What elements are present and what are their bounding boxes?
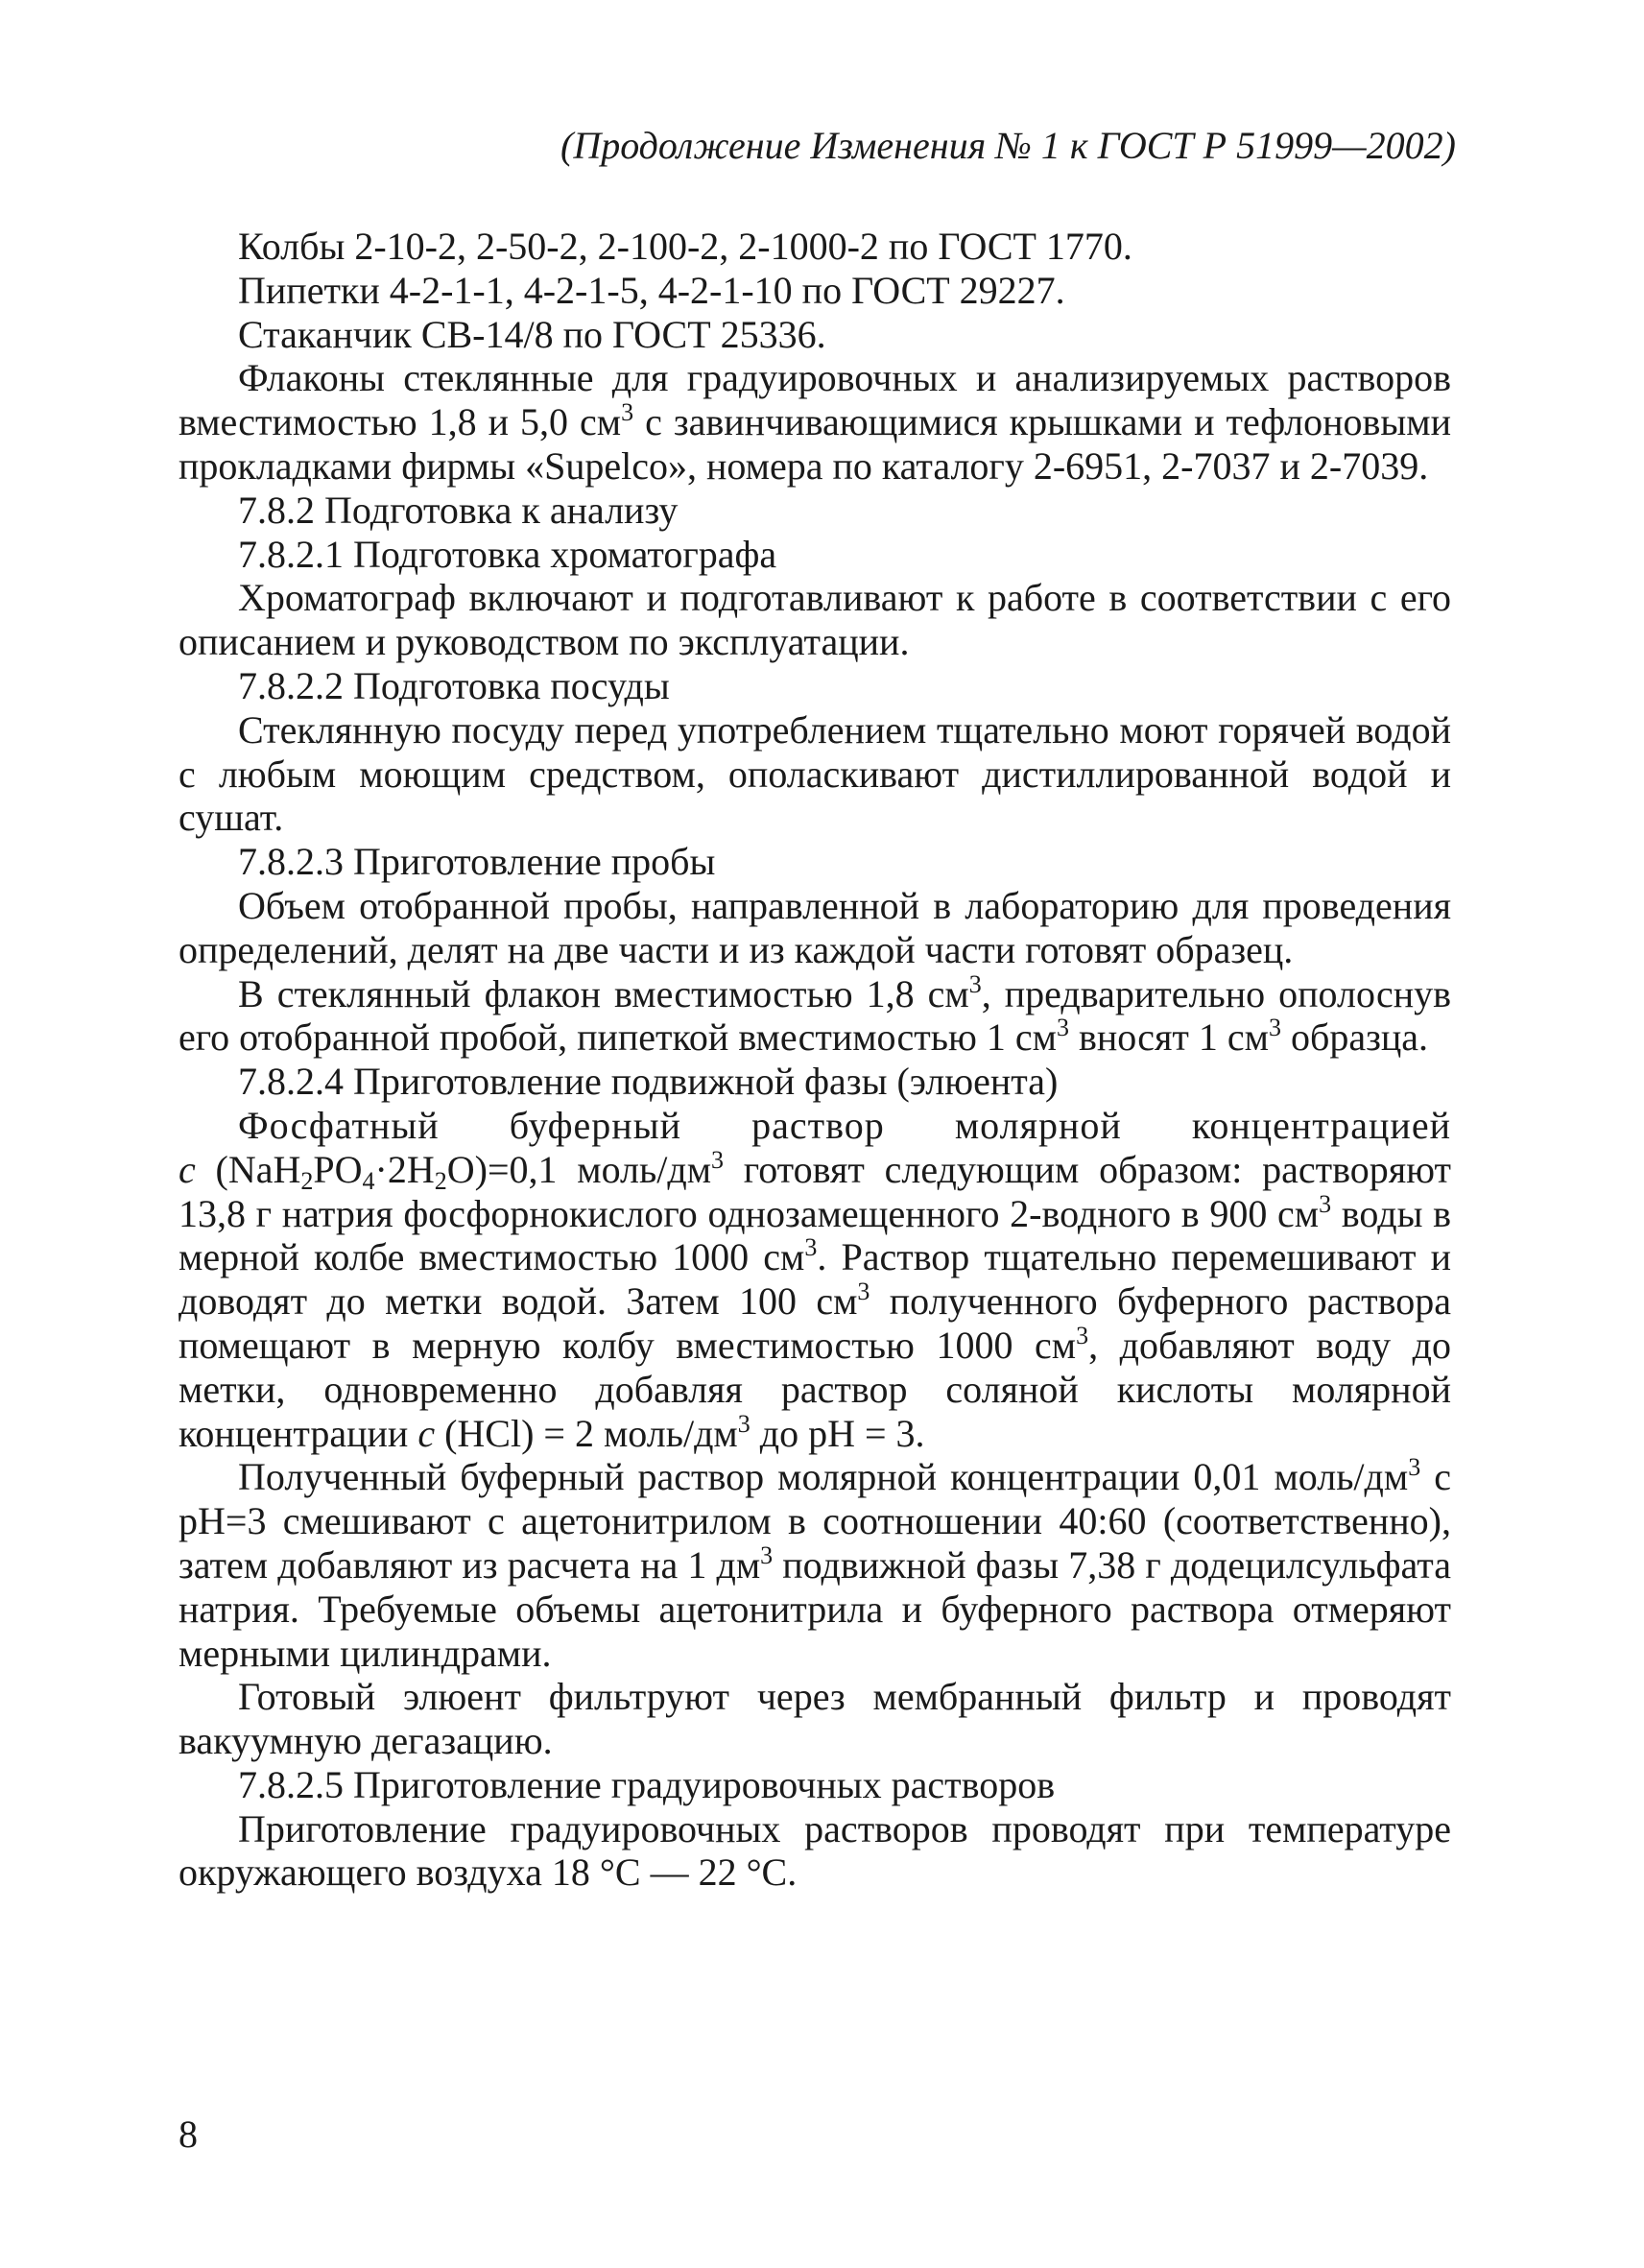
paragraph-phosphate-buffer: c $(NaH_2PO_4\cdot 2H_2O)=0,1$ моль/$дм^3$ готовят следующим образом: растворяют 13,8 г натрия фосфорнокислого однозамещенного 2-водного в 900 $см^3$ воды в мерной колбе вместимостью 1000 $см^3$. Раствор тщательно перемешивают и доводят до метки водой. Затем 100 $см^3$ полученного буферного раствора помещают в мерную колбу вместимостью 1000 $см^3$, добавляют воду до метки, одновременно добавляя раствор соляной кислоты молярной концентрации c (HCl) = 2 моль/$дм^3$ до pH = 3. — [179, 1145, 1452, 1455]
paragraph-sample-vial: В стеклянный флакон вместимостью 1,8 $см^3$, предварительно ополоснув его отобранной пробой, пипеткой вместимостью 1 $см^3$ вносят 1 $см^3$ образца. — [179, 969, 1452, 1060]
section-heading-7-8-2-2: 7.8.2.2 Подготовка посуды — [238, 663, 670, 707]
paragraph-chromatograph: Хроматограф включают и подготавливают к работе в соответствии с его описанием и руководством по эксплуатации. — [179, 576, 1451, 664]
section-heading-7-8-2-3: 7.8.2.3 Приготовление пробы — [238, 840, 716, 884]
paragraph-phosphate-buffer-intro: Фосфатный буферный раствор молярной концентрацией — [238, 1103, 1451, 1147]
paragraph-glassware: Стеклянную посуду перед употреблением тщательно моют горячей водой с любым моющим средством, ополаскивают дистиллированной водой и сушат. — [179, 707, 1451, 840]
paragraph-flasks: Колбы 2-10-2, 2-50-2, 2-100-2, 2-1000-2 по ГОСТ 1770. — [238, 225, 1132, 268]
section-heading-7-8-2-4: 7.8.2.4 Приготовление подвижной фазы (элюента) — [238, 1060, 1059, 1104]
paragraph-vials: Флаконы стеклянные для градуировочных и анализируемых растворов вместимостью 1,8 и 5,0 $см^3$ с завинчивающимися крышками и тефлоновыми прокладками фирмы «Supelco», номера по каталогу 2-6951, 2-7037 и 2-7039. — [179, 356, 1451, 488]
section-heading-7-8-2: 7.8.2 Подготовка к анализу — [238, 488, 679, 532]
paragraph-calibration-temperature: Приготовление градуировочных растворов проводят при температуре окружающего воздуха 18 °С — 22 °С. — [179, 1806, 1451, 1895]
paragraph-eluent-mix: Полученный буферный раствор молярной концентрации 0,01 моль/$дм^3$ с pH=3 смешивают с ацетонитрилом в соотношении 40:60 (соответственно), затем добавляют из расчета на 1 $дм^3$ подвижной фазы 7,38 г додецилсульфата натрия. Требуемые объемы ацетонитрила и буферного раствора отмеряют мерными цилиндрами. — [179, 1453, 1451, 1675]
page-number: 8 — [179, 2113, 198, 2156]
section-heading-7-8-2-1: 7.8.2.1 Подготовка хроматографа — [238, 532, 777, 576]
paragraph-pipettes: Пипетки 4-2-1-1, 4-2-1-5, 4-2-1-10 по ГОСТ 29227. — [238, 268, 1065, 312]
paragraph-eluent-filter: Готовый элюент фильтруют через мембранный фильтр и проводят вакуумную дегазацию. — [179, 1675, 1451, 1763]
paragraph-beaker: Стаканчик СВ-14/8 по ГОСТ 25336. — [238, 312, 826, 356]
paragraph-sample-volume: Объем отобранной пробы, направленной в лабораторию для проведения определений, делят на две части и из каждой части готовят образец. — [179, 883, 1451, 971]
running-header: (Продолжение Изменения № 1 к ГОСТ Р 51999—2002) — [560, 124, 1456, 167]
document-body — [179, 225, 1451, 1895]
section-heading-7-8-2-5: 7.8.2.5 Приготовление градуировочных растворов — [238, 1762, 1056, 1806]
